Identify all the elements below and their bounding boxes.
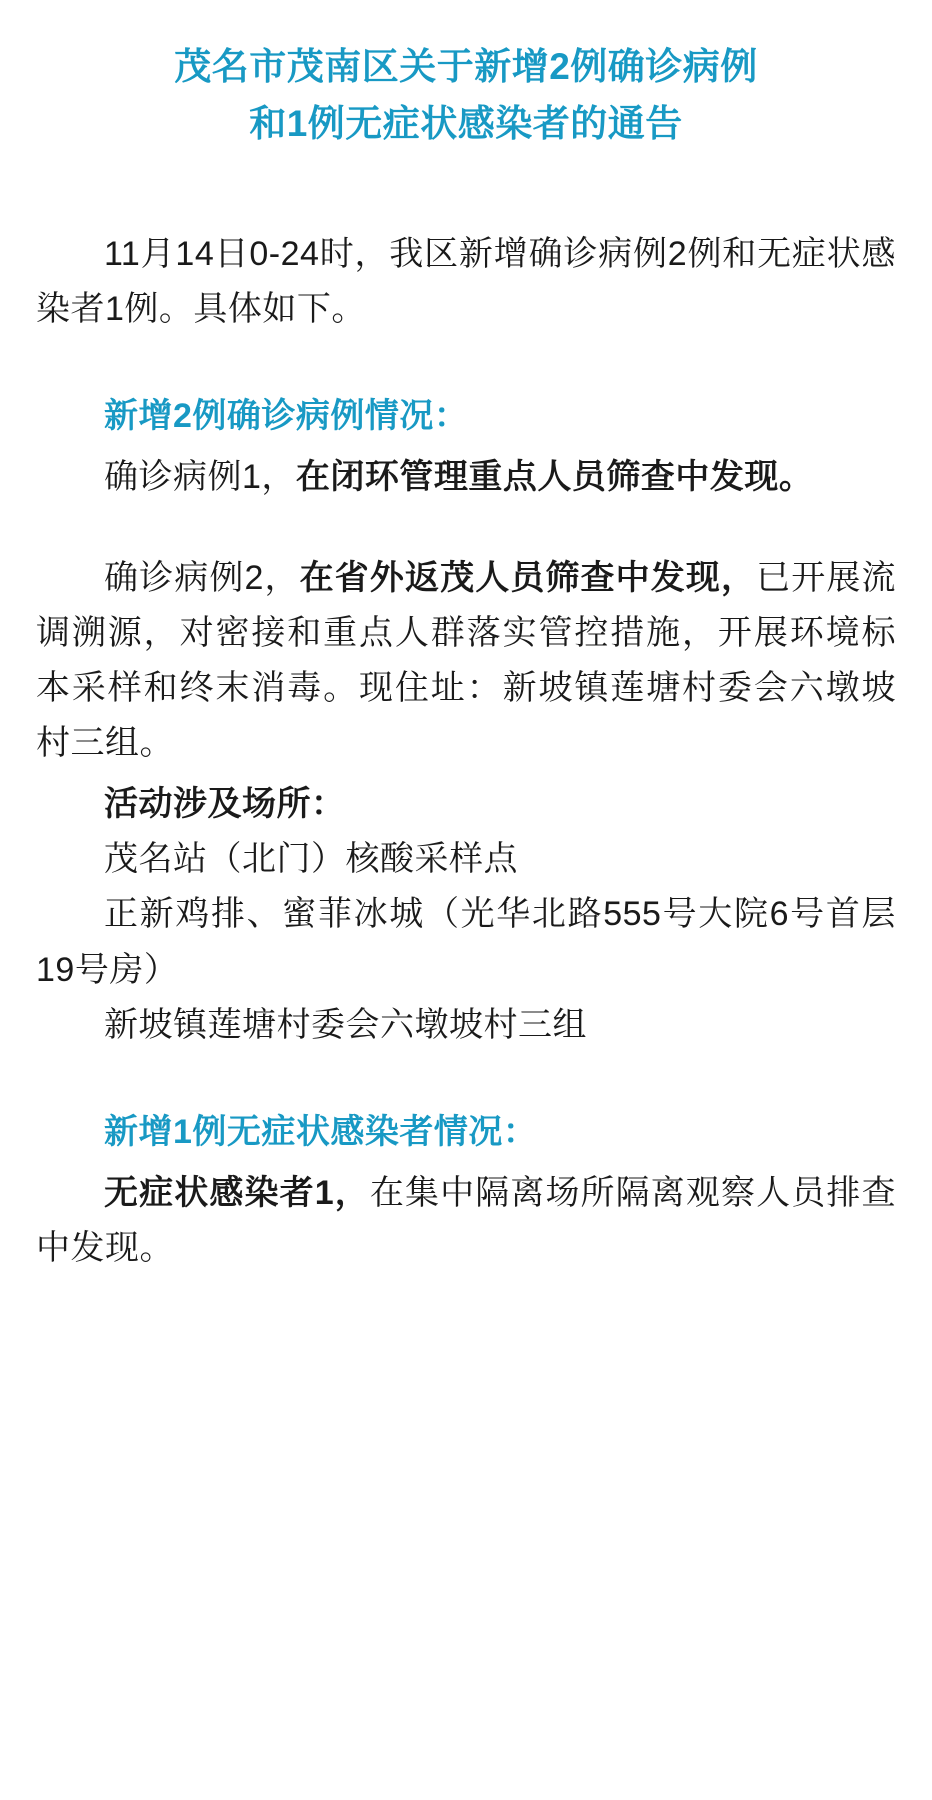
page-title-line-2: 和1例无症状感染者的通告 bbox=[249, 103, 683, 145]
case-1-prefix: 确诊病例1， bbox=[104, 457, 296, 496]
page-title-line-1: 茂名市茂南区关于新增2例确诊病例 bbox=[174, 46, 758, 87]
venue-item-2: 正新鸡排、蜜菲冰城（光华北路555号大院6号首层19号房） bbox=[36, 895, 896, 989]
case-2-prefix: 确诊病例2， bbox=[104, 559, 300, 597]
case-2-details: 已开展流调溯源，对密接和重点人群落实管控措施，开展环境标本采样和终末消毒。现住址：新坡镇莲塘村委会六墩坡村三组。 bbox=[36, 559, 897, 763]
venues-heading: 活动涉及场所： bbox=[104, 785, 346, 824]
section-heading-asymptomatic: 新增1例无症状感染者情况： bbox=[104, 1112, 538, 1151]
spacer-after-title bbox=[36, 153, 896, 227]
page-title bbox=[36, 38, 896, 153]
asymptomatic-details: 在集中隔离场所隔离观察人员排查中发现。 bbox=[36, 1173, 896, 1267]
spacer-before-asymptomatic-section bbox=[36, 1053, 896, 1105]
case-1-highlight: 在闭环管理重点人员筛查中发现。 bbox=[295, 457, 814, 496]
venue-item-1: 茂名站（北门）核酸采样点 bbox=[104, 840, 518, 879]
section-heading-confirmed-cases: 新增2例确诊病例情况： bbox=[104, 396, 469, 435]
spacer-case1-case2 bbox=[36, 505, 896, 551]
asymptomatic-paragraph bbox=[36, 1166, 896, 1276]
asymptomatic-highlight: 无症状感染者1， bbox=[104, 1173, 370, 1212]
case-2-highlight: 在省外返茂人员筛查中发现， bbox=[299, 559, 757, 597]
case-2-paragraph bbox=[36, 551, 896, 771]
case-1-paragraph bbox=[36, 450, 896, 505]
venue-item-3: 新坡镇莲塘村委会六墩坡村三组 bbox=[104, 1005, 587, 1044]
spacer-before-confirmed-section bbox=[36, 337, 896, 389]
intro-paragraph: 11月14日0-24时，我区新增确诊病例2例和无症状感染者1例。具体如下。 bbox=[36, 234, 896, 328]
